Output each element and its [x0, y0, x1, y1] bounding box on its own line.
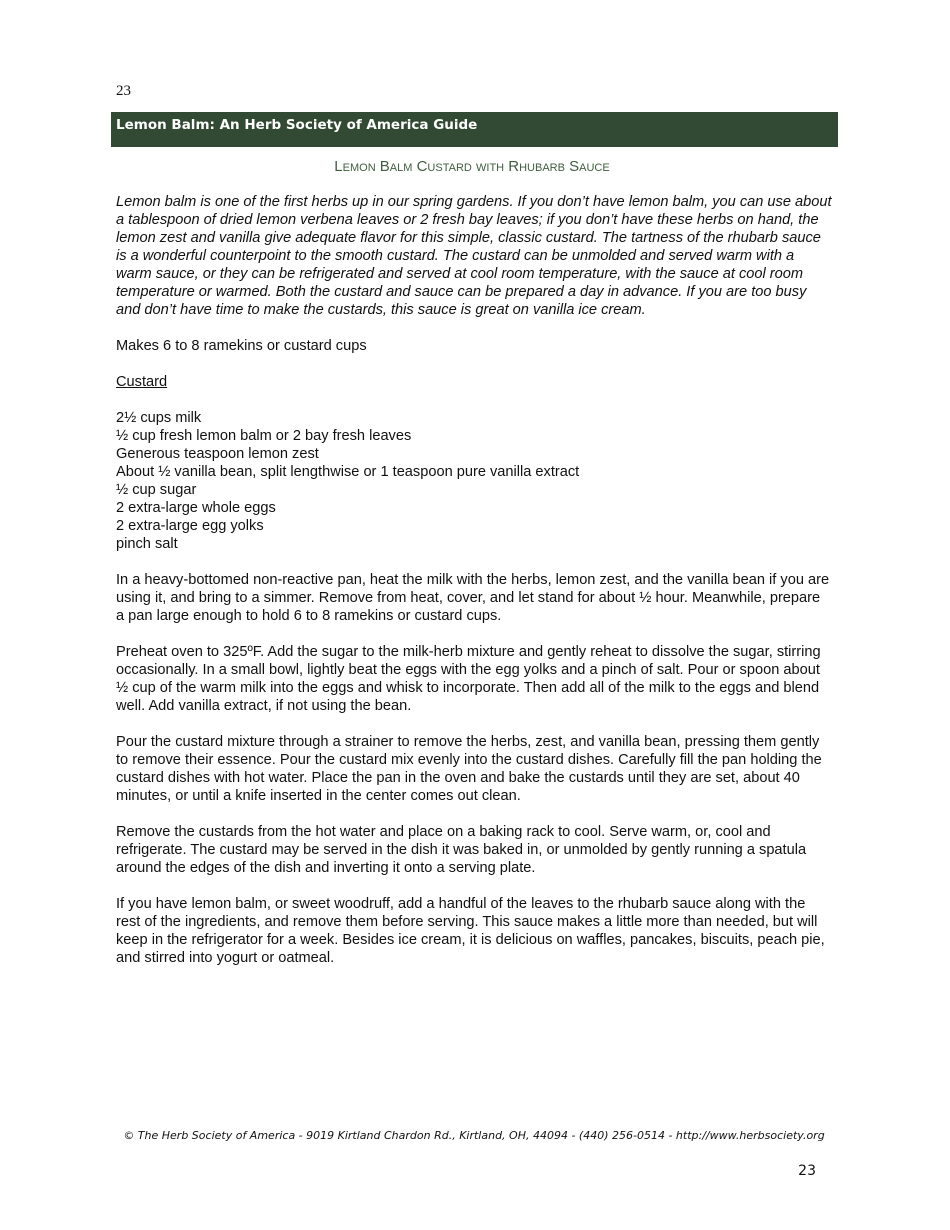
header-bar [111, 112, 838, 147]
recipe-intro: Lemon balm is one of the first herbs up in our spring gardens. If you don’t have lemon balm, you can use about a tablespoon of dried lemon verbena leaves or 2 fresh bay leaves; if you don’t have these herbs on hand, the lemon zest and vanilla give adequate flavor for this simple, classic custard. The tartness of the rhubarb sauce is a wonderful counterpoint to the smooth custard. The custard can be unmolded and served warm with a warm sauce, or they can be refrigerated and served at cool room temperature, with the sauce at cool room temperature or warmed. Both the custard and sauce can be prepared a day in advance. If you are too busy and don’t have time to make the custards, this sauce is great on vanilla ice cream. [116, 194, 832, 318]
ingredient-item: 2 extra-large whole eggs [116, 500, 276, 516]
ingredient-item: ½ cup fresh lemon balm or 2 bay fresh leaves [116, 428, 412, 444]
recipe-yield: Makes 6 to 8 ramekins or custard cups [116, 338, 367, 354]
page-number-bottom: 23 [798, 1163, 816, 1179]
ingredient-item: pinch salt [116, 536, 178, 552]
instruction-step: Remove the custards from the hot water and place on a baking rack to cool. Serve warm, or, cool and refrigerate. The custard may be served in the dish it was baked in, or unmolded by gently running a spatula around the edges of the dish and inverting it onto a serving plate. [116, 824, 807, 876]
footer-copyright: © The Herb Society of America - 9019 Kirtland Chardon Rd., Kirtland, OH, 44094 - (440) 256-0514 - http://www.herbsociety.org [123, 1129, 825, 1142]
ingredient-item: About ½ vanilla bean, split lengthwise or 1 teaspoon pure vanilla extract [116, 464, 580, 480]
instruction-step: Pour the custard mixture through a strainer to remove the herbs, zest, and vanilla bean, pressing them gently to remove their essence. Pour the custard mix evenly into the custard dishes. Carefully fill the pan holding the custard dishes with hot water. Place the pan in the oven and bake the custards until they are set, about 40 minutes, or until a knife inserted in the center comes out clean. [116, 734, 822, 804]
recipe-body [116, 193, 832, 985]
instruction-step: In a heavy-bottomed non-reactive pan, heat the milk with the herbs, lemon zest, and the vanilla bean if you are using it, and bring to a simmer. Remove from heat, cover, and let stand for about ½ hour. Meanwhile, prepare a pan large enough to hold 6 to 8 ramekins or custard cups. [116, 572, 830, 624]
ingredient-item: ½ cup sugar [116, 482, 197, 498]
ingredient-item: 2 extra-large egg yolks [116, 518, 264, 534]
instruction-step: Preheat oven to 325ºF. Add the sugar to the milk-herb mixture and gently reheat to dissolve the sugar, stirring occasionally. In a small bowl, lightly beat the eggs with the egg yolks and a pinch of salt. Pour or spoon about ½ cup of the warm milk into the eggs and whisk to incorporate. Then add all of the milk to the eggs and blend well. Add vanilla extract, if not using the bean. [116, 644, 821, 714]
ingredient-list [116, 409, 832, 553]
ingredient-item: Generous teaspoon lemon zest [116, 446, 319, 462]
page-number-top: 23 [116, 83, 131, 99]
ingredient-item: 2½ cups milk [116, 410, 202, 426]
header-title: Lemon Balm: An Herb Society of America Guide [116, 117, 478, 133]
recipe-title: Lemon Balm Custard with Rhubarb Sauce [334, 158, 610, 175]
instruction-step: If you have lemon balm, or sweet woodruff, add a handful of the leaves to the rhubarb sauce along with the rest of the ingredients, and remove them before serving. This sauce makes a little more than needed, but will keep in the refrigerator for a week. Besides ice cream, it is delicious on waffles, pancakes, biscuits, peach pie, and stirred into yogurt or oatmeal. [116, 896, 825, 966]
section-heading-custard: Custard [116, 374, 168, 390]
